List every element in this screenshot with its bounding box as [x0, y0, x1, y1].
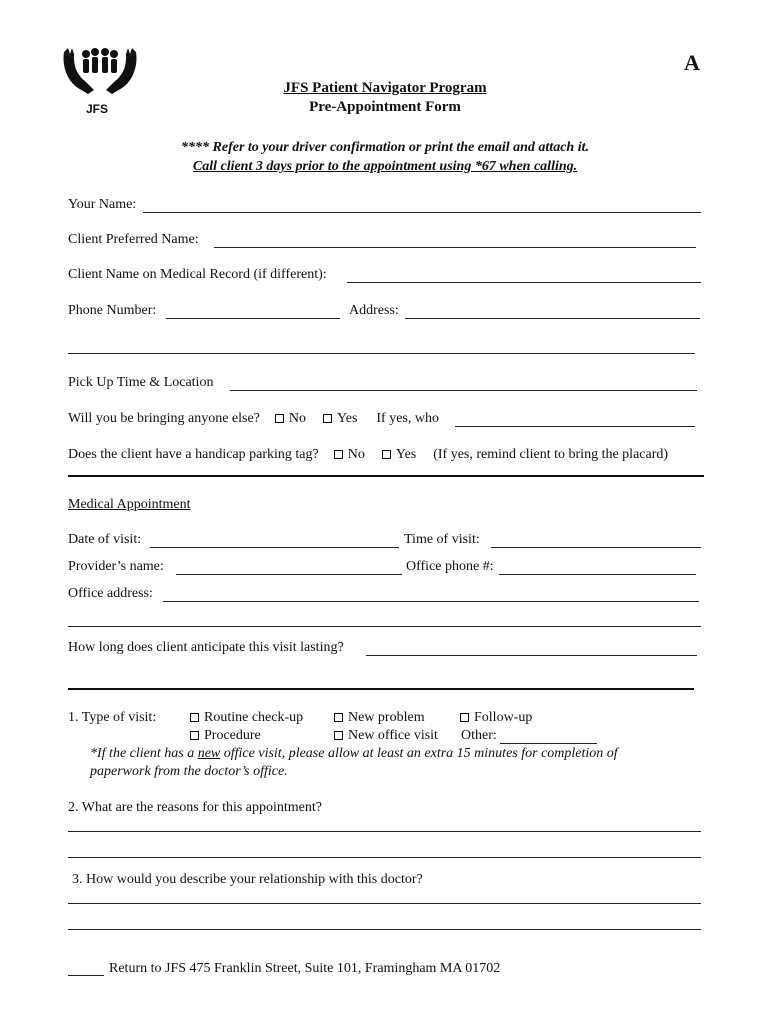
new-office-visit-option	[334, 728, 438, 744]
date-of-visit-field[interactable]	[150, 547, 399, 548]
follow-up-option	[460, 710, 532, 726]
visit-length-field[interactable]	[366, 655, 697, 656]
return-check-field[interactable]	[68, 975, 104, 976]
q2-label: 2. What are the reasons for this appointment?	[68, 800, 322, 815]
procedure-label: Procedure	[204, 728, 261, 743]
client-medical-record-name-label: Client Name on Medical Record (if different):	[68, 267, 327, 282]
date-of-visit-label: Date of visit:	[68, 532, 142, 547]
address-field[interactable]	[405, 318, 700, 319]
new-visit-note-part-2: office visit, please allow at least an extra 15 minutes for completion of	[220, 746, 618, 761]
new-office-visit-label: New office visit	[348, 728, 438, 743]
client-preferred-name-field[interactable]	[214, 247, 696, 248]
office-address-field-continued[interactable]	[68, 626, 701, 627]
client-medical-record-name-field[interactable]	[347, 282, 701, 283]
jfs-logo	[60, 44, 140, 120]
phone-number-field[interactable]	[166, 318, 340, 319]
hands-family-icon	[60, 44, 140, 104]
new-visit-note-part-1: *If the client has a	[90, 746, 198, 761]
new-problem-checkbox[interactable]	[334, 713, 343, 722]
office-address-label: Office address:	[68, 586, 153, 601]
office-address-field[interactable]	[163, 601, 699, 602]
follow-up-label: Follow-up	[474, 710, 533, 725]
your-name-label: Your Name:	[68, 197, 137, 212]
new-visit-note-emphasis: new	[197, 746, 221, 761]
handicap-no-checkbox[interactable]	[334, 450, 343, 459]
visit-length-label: How long does client anticipate this visit lasting?	[68, 640, 344, 655]
new-office-visit-checkbox[interactable]	[334, 731, 343, 740]
bringing-no-label: No	[288, 411, 307, 426]
follow-up-checkbox[interactable]	[460, 713, 469, 722]
handicap-label: Does the client have a handicap parking tag?	[68, 447, 319, 462]
new-visit-note	[90, 746, 618, 762]
section-divider-2	[68, 688, 694, 690]
handicap-note: (If yes, remind client to bring the placard)	[433, 447, 669, 462]
providers-name-field[interactable]	[176, 574, 402, 575]
new-visit-note-line-2: paperwork from the doctor’s office.	[90, 764, 288, 779]
handicap-yes-label: Yes	[395, 447, 417, 462]
office-phone-field[interactable]	[499, 574, 696, 575]
other-field[interactable]	[500, 743, 597, 744]
your-name-field[interactable]	[143, 212, 701, 213]
corner-letter: A	[684, 50, 700, 75]
other-label: Other:	[461, 728, 497, 743]
routine-option	[190, 710, 303, 726]
bringing-no-checkbox[interactable]	[275, 414, 284, 423]
pickup-label: Pick Up Time & Location	[68, 375, 214, 390]
section-divider	[68, 475, 704, 477]
form-subtitle: Pre-Appointment Form	[309, 99, 461, 115]
procedure-checkbox[interactable]	[190, 731, 199, 740]
form-title: JFS Patient Navigator Program	[283, 80, 487, 96]
time-of-visit-label: Time of visit:	[404, 532, 480, 547]
office-phone-label: Office phone #:	[406, 559, 494, 574]
bringing-yes-label: Yes	[337, 411, 358, 426]
handicap-yes-checkbox[interactable]	[382, 450, 391, 459]
bringing-yes-checkbox[interactable]	[323, 414, 332, 423]
if-yes-who-field[interactable]	[455, 426, 695, 427]
client-preferred-name-label: Client Preferred Name:	[68, 232, 199, 247]
if-yes-who-label: If yes, who	[376, 411, 439, 426]
q3-label: 3. How would you describe your relationship with this doctor?	[72, 872, 423, 887]
new-problem-option	[334, 710, 425, 726]
logo-text: JFS	[86, 102, 109, 116]
providers-name-label: Provider’s name:	[68, 559, 164, 574]
handicap-row	[68, 447, 668, 463]
phone-number-label: Phone Number:	[68, 303, 157, 318]
time-of-visit-field[interactable]	[491, 547, 701, 548]
routine-label: Routine check-up	[204, 710, 304, 725]
new-problem-label: New problem	[348, 710, 425, 725]
bringing-anyone-row	[68, 411, 439, 427]
q3-answer-line-2[interactable]	[68, 929, 701, 930]
q2-answer-line-1[interactable]	[68, 831, 701, 832]
instruction-line-1: **** Refer to your driver confirmation or print the email and attach it.	[181, 140, 589, 155]
address-label: Address:	[349, 303, 399, 318]
handicap-no-label: No	[347, 447, 365, 462]
bringing-anyone-label: Will you be bringing anyone else?	[68, 411, 260, 426]
q3-answer-line-1[interactable]	[68, 903, 701, 904]
q2-answer-line-2[interactable]	[68, 857, 701, 858]
medical-appointment-heading: Medical Appointment	[68, 497, 191, 512]
routine-checkbox[interactable]	[190, 713, 199, 722]
address-field-continued[interactable]	[68, 353, 695, 354]
return-address-text: Return to JFS 475 Franklin Street, Suite 101, Framingham MA 01702	[109, 961, 501, 976]
procedure-option	[190, 728, 261, 744]
pickup-field[interactable]	[230, 390, 697, 391]
q1-label: 1. Type of visit:	[68, 710, 157, 725]
instruction-line-2: Call client 3 days prior to the appointment using *67 when calling.	[192, 159, 578, 174]
